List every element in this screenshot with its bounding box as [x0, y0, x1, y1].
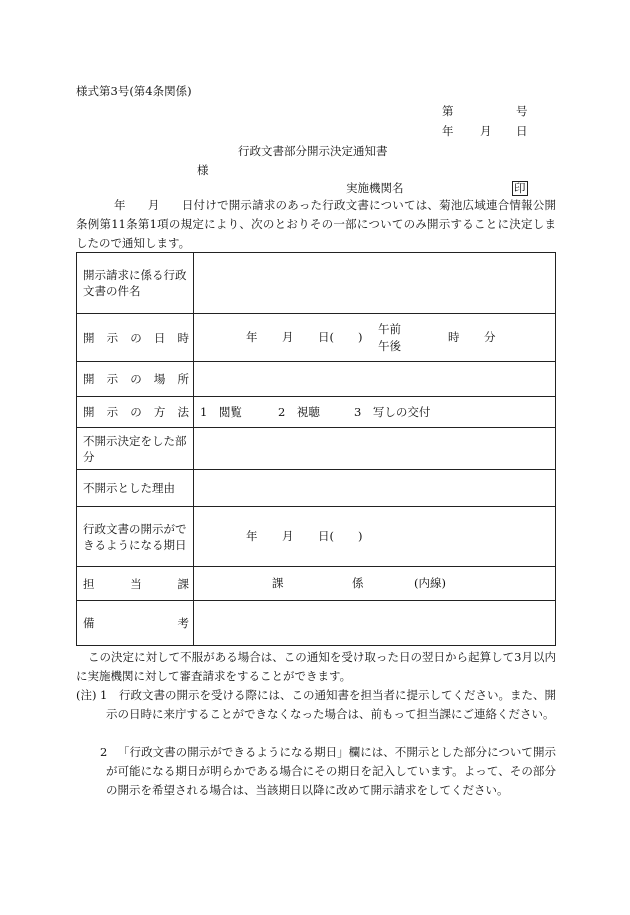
appeal-paragraph: この決定に対して不服がある場合は、この通知を受け取った日の翌日から起算して3月以内に実施機関に対して審査請求をすることができます。 [76, 650, 556, 683]
date-year: 年 [442, 124, 454, 138]
date-month: 月 [480, 124, 492, 138]
row-method [77, 397, 556, 428]
dt-close: ) [358, 329, 363, 344]
cell-available-date[interactable] [194, 507, 556, 567]
note-1-number: 1 [100, 688, 108, 702]
label-subject: 開示請求に係る行政文書の件名 [77, 253, 194, 314]
dept-ka: 課 [272, 575, 284, 590]
cell-subject[interactable] [194, 253, 556, 314]
note-1-text: 行政文書の開示を受ける際には、この通知書を担当者に提示してください。また、開示の日時に来庁することができなくなった場合は、前もって担当課にご連絡ください。 [106, 688, 556, 721]
dt-min: 分 [484, 329, 496, 344]
row-place [77, 362, 556, 397]
dt-year: 年 [246, 329, 258, 344]
method-option-copy[interactable]: 3 写しの交付 [354, 404, 431, 419]
label-datetime [77, 314, 194, 362]
dept-kakari: 係 [352, 575, 364, 590]
cell-reason[interactable] [194, 470, 556, 507]
row-reason [77, 470, 556, 507]
label-remarks [77, 601, 194, 646]
ad-month: 月 [282, 528, 294, 543]
dt-month: 月 [282, 329, 294, 344]
dt-am: 午前 [378, 321, 401, 336]
row-subject [77, 253, 556, 314]
row-remarks [77, 601, 556, 646]
cell-department[interactable] [194, 567, 556, 601]
notes-prefix: (注) [76, 688, 97, 702]
number-dai: 第 [442, 104, 454, 118]
row-nondisclosed-part [77, 428, 556, 470]
label-reason: 不開示とした理由 [77, 470, 194, 507]
dt-day: 日( [318, 329, 334, 344]
form-table [76, 252, 556, 646]
cell-nondisclosed-part[interactable] [194, 428, 556, 470]
intro-text: 日付けで開示請求のあった行政文書については、菊池広域連合情報公開条例第11条第1項の規定により、次のとおりその一部についてのみ開示することに決定しましたので通知します。 [76, 198, 557, 250]
dept-extension: (内線) [414, 575, 446, 590]
note-2-text: 「行政文書の開示ができるようになる期日」欄には、不開示とした部分について開示が可能になる期日が明らかである場合にその期日を記入しています。よって、その部分の開示を希望される場合は、当該期日以降に改めて開示請求をしてください。 [106, 745, 556, 797]
label-place-text: 開 示 の 場 所 [83, 372, 189, 386]
method-option-listen[interactable]: 2 視聴 [278, 404, 320, 419]
row-department [77, 567, 556, 601]
label-place [77, 362, 194, 397]
label-nondisclosed-part: 不開示決定をした部分 [77, 428, 194, 470]
seal-char: 印 [514, 181, 526, 195]
note-2-number: 2 [100, 745, 108, 759]
ad-day: 日( [318, 528, 334, 543]
row-datetime [77, 314, 556, 362]
seal-mark [512, 181, 528, 196]
intro-year: 年 [114, 198, 126, 212]
label-department [77, 567, 194, 601]
intro-paragraph [76, 196, 556, 253]
ad-close: ) [358, 528, 363, 543]
label-method-text: 開 示 の 方 法 [83, 405, 189, 419]
row-available-date [77, 507, 556, 567]
dt-pm: 午後 [378, 338, 401, 353]
label-remarks-text: 備 考 [83, 616, 189, 630]
label-datetime-text: 開 示 の 日 時 [83, 330, 189, 345]
method-option-view[interactable]: 1 閲覧 [200, 404, 242, 419]
cell-datetime[interactable] [194, 314, 556, 362]
cell-place[interactable] [194, 362, 556, 397]
number-go: 号 [516, 104, 528, 118]
agency-label: 実施機関名 [346, 181, 404, 195]
document-title: 行政文書部分開示決定通知書 [238, 144, 388, 158]
intro-month: 月 [147, 198, 160, 212]
addressee-sama: 様 [197, 163, 209, 177]
dt-hour: 時 [448, 329, 460, 344]
date-day: 日 [516, 124, 528, 138]
ad-year: 年 [246, 528, 258, 543]
cell-remarks[interactable] [194, 601, 556, 646]
label-department-text: 担 当 課 [83, 576, 189, 591]
cell-method [194, 397, 556, 428]
label-available-date: 行政文書の開示ができるようになる期日 [77, 507, 194, 567]
label-method [77, 397, 194, 428]
form-number: 様式第3号(第4条関係) [76, 84, 192, 98]
